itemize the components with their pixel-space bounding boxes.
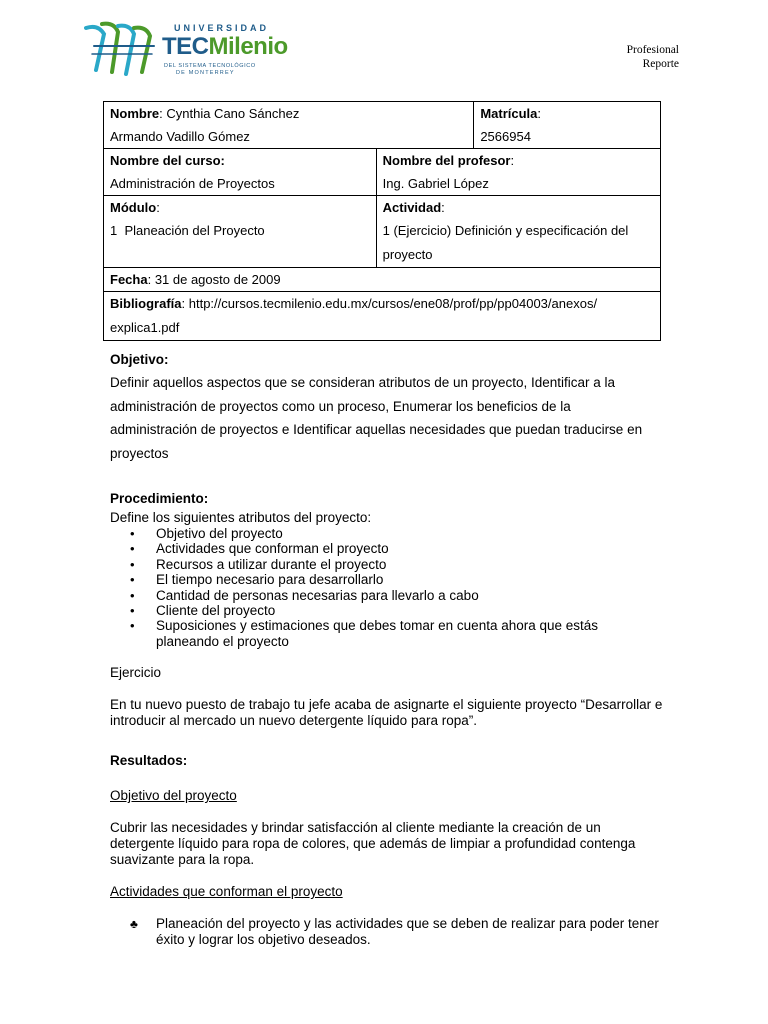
- actividad-label: Actividad: [382, 200, 442, 215]
- logo-subtitle-2: DE MONTERREY: [176, 70, 235, 76]
- fecha-label: Fecha: [110, 272, 148, 287]
- list-item: • Cliente del proyecto: [110, 603, 630, 618]
- university-logo: [84, 20, 288, 80]
- list-item: • Suposiciones y estimaciones que debes tomar en cuenta ahora que estás planeando el proyecto: [110, 618, 630, 649]
- curso-cell: [104, 149, 377, 196]
- modulo-cell: Módulo: 1 Planeación del Proyecto: [104, 196, 377, 268]
- table-row: [104, 196, 661, 268]
- bibliografia-value[interactable]: http://cursos.tecmilenio.edu.mx/cursos/ene08/prof/pp/pp04003/anexos/ explica1.pdf: [110, 296, 598, 335]
- matricula-label: Matrícula: [480, 106, 538, 121]
- matricula-value: 2566954: [480, 129, 531, 144]
- ejercicio-text: En tu nuevo puesto de trabajo tu jefe acaba de asignarte el siguiente proyecto “Desarrollar e introducir al mercado un nuevo detergente líquido para ropa”.: [110, 697, 663, 729]
- header-line-profesional: Profesional: [626, 44, 679, 56]
- student-info-table: [103, 101, 661, 341]
- logo-brand-text: TECMilenio: [162, 33, 288, 60]
- logo-mark-icon: [84, 20, 160, 78]
- table-row: [104, 102, 661, 149]
- table-row: [104, 149, 661, 196]
- list-item: • Recursos a utilizar durante el proyecto: [110, 557, 630, 572]
- list-item: • Cantidad de personas necesarias para llevarlo a cabo: [110, 588, 630, 603]
- objetivo-heading: Objetivo:: [110, 352, 169, 367]
- fecha-value: 31 de agosto de 2009: [154, 272, 281, 287]
- procedimiento-list: [110, 526, 630, 649]
- header-right-text: [627, 43, 679, 71]
- logo-university-text: UNIVERSIDAD: [174, 23, 270, 33]
- actividad-item-text: Planeación del proyecto y las actividades que se deben de realizar para poder tener éxito y lograr los objetivo deseados.: [156, 916, 659, 948]
- modulo-value: 1 Planeación del Proyecto: [110, 223, 265, 238]
- actividad-cell: Actividad: 1 (Ejercicio) Definición y especificación del proyecto: [376, 196, 660, 268]
- fecha-cell: Fecha: 31 de agosto de 2009: [104, 268, 661, 292]
- table-row: [104, 292, 661, 341]
- objetivo-text: Definir aquellos aspectos que se consideran atributos de un proyecto, Identificar a la administración de proyectos como un proceso, Enumerar los beneficios de la administración de proyectos e Identificar aquellas necesidades que puedan traducirse en proyectos: [110, 375, 643, 461]
- header-line-reporte: Reporte: [642, 58, 679, 70]
- list-item: • Objetivo del proyecto: [110, 526, 630, 541]
- club-icon: ♣: [130, 917, 138, 932]
- modulo-label: Módulo: [110, 200, 157, 215]
- ejercicio-heading: Ejercicio: [110, 665, 162, 681]
- profesor-value: Ing. Gabriel López: [382, 176, 489, 191]
- list-item: • Actividades que conforman el proyecto: [110, 541, 630, 556]
- logo-subtitle-1: DEL SISTEMA TECNOLÓGICO: [164, 63, 256, 69]
- nombre-value-2: Armando Vadillo Gómez: [110, 129, 250, 144]
- resultados-objetivo-text: Cubrir las necesidades y brindar satisfacción al cliente mediante la creación de un detergente líquido para ropa de colores, que además de limpiar a profundidad contenga suavizante para la ropa.: [110, 820, 636, 868]
- resultados-objetivo-heading: Objetivo del proyecto: [110, 788, 237, 804]
- actividad-value: 1 (Ejercicio) Definición y especificación del proyecto: [382, 223, 629, 262]
- list-item: • El tiempo necesario para desarrollarlo: [110, 572, 630, 587]
- bibliografia-cell: Bibliografía: http://cursos.tecmilenio.edu.mx/cursos/ene08/prof/pp/pp04003/anexos/ explica1.pdf: [104, 292, 661, 341]
- nombre-label: Nombre: [110, 106, 160, 121]
- profesor-cell: Nombre del profesor: Ing. Gabriel López: [376, 149, 660, 196]
- procedimiento-intro: Define los siguientes atributos del proyecto:: [110, 510, 372, 525]
- nombre-cell: Nombre: Cynthia Cano Sánchez Armando Vadillo Gómez: [104, 102, 474, 149]
- resultados-heading: Resultados:: [110, 753, 188, 769]
- actividades-list: [110, 916, 670, 948]
- curso-label: Nombre del curso:: [110, 153, 225, 168]
- procedimiento-heading: Procedimiento:: [110, 491, 209, 506]
- nombre-value: Cynthia Cano Sánchez: [166, 106, 300, 121]
- bibliografia-label: Bibliografía: [110, 296, 182, 311]
- resultados-actividades-heading: Actividades que conforman el proyecto: [110, 884, 343, 900]
- matricula-cell: Matrícula: 2566954: [474, 102, 661, 149]
- report-body: [110, 348, 685, 948]
- curso-value: Administración de Proyectos: [110, 176, 275, 191]
- list-item: [110, 916, 670, 948]
- table-row: [104, 268, 661, 292]
- profesor-label: Nombre del profesor: [382, 153, 511, 168]
